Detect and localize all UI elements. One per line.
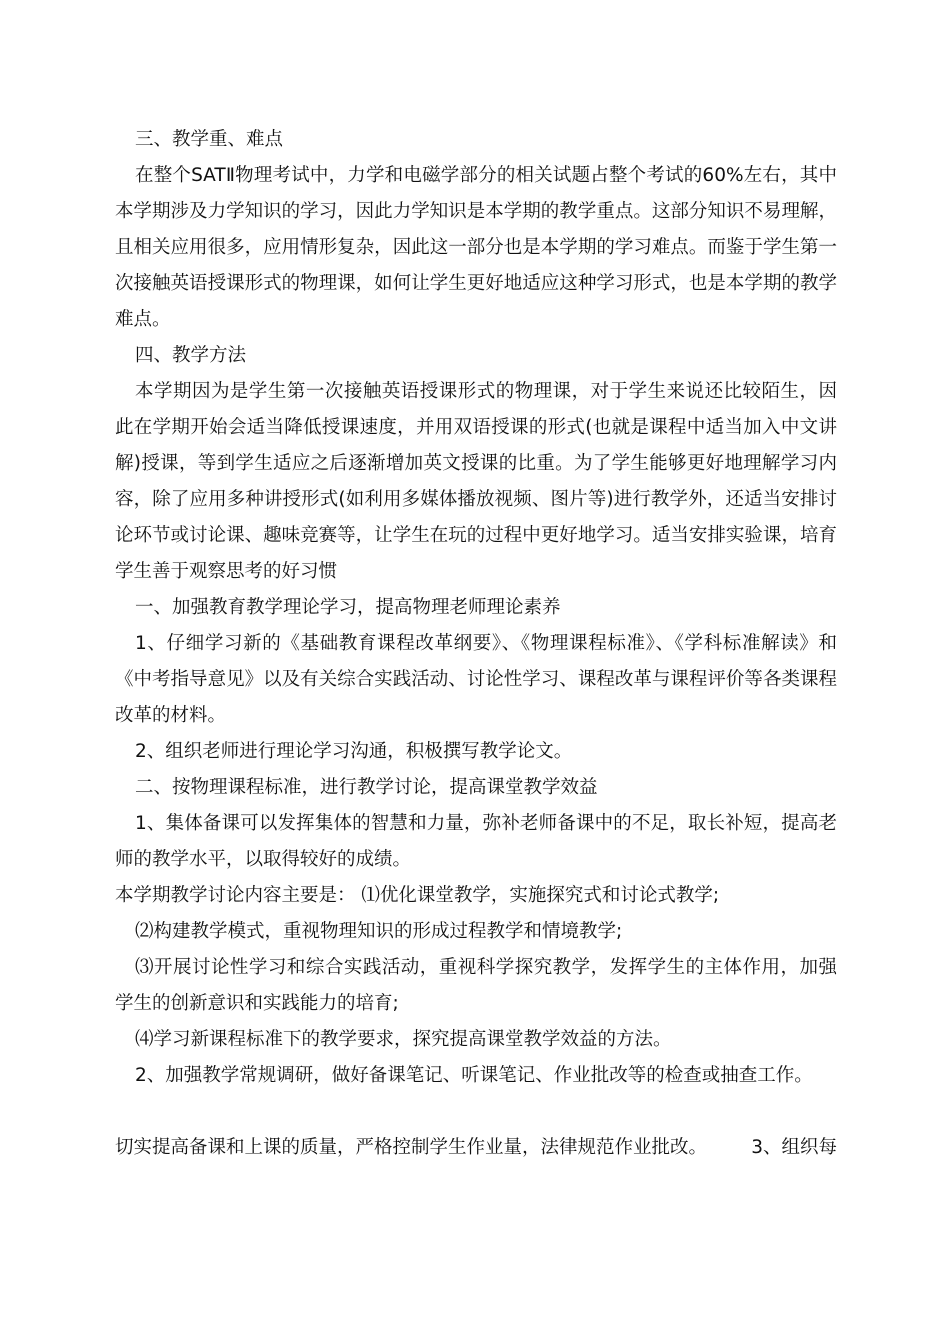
- paragraph-discussion-content: 本学期教学讨论内容主要是： ⑴优化课堂教学，实施探究式和讨论式教学;: [115, 885, 720, 906]
- section-heading-key-difficult-points: 三、教学重、难点: [135, 129, 284, 150]
- final-line-left: 切实提高备课和上课的质量，严格控制学生作业量，法律规范作业批改。: [115, 1137, 708, 1158]
- paragraph-collective-prep: 1、集体备课可以发挥集体的智慧和力量，弥补老师备课中的不足，取长补短，提高老师的教学水平，以取得较好的成绩。: [115, 813, 837, 870]
- list-item-teaching-model: ⑵构建教学模式，重视物理知识的形成过程教学和情境教学;: [135, 921, 623, 942]
- list-item-new-standards: ⑷学习新课程标准下的教学要求，探究提高课堂教学效益的方法。: [135, 1029, 672, 1050]
- section-heading-teaching-methods: 四、教学方法: [135, 345, 247, 366]
- blank-line: [115, 1094, 837, 1130]
- final-line: [115, 1130, 837, 1166]
- paragraph-teaching-methods: 本学期因为是学生第一次接触英语授课形式的物理课，对于学生来说还比较陌生，因此在学期开始会适当降低授课速度，并用双语授课的形式(也就是课程中适当加入中文讲解)授课，等到学生适应之后逐渐增加英文授课的比重。为了学生能够更好地理解学习内容，除了应用多种讲授形式(如利用多媒体播放视频、图片等)进行教学外，还适当安排讨论环节或讨论课、趣味竞赛等，让学生在玩的过程中更好地学习。适当安排实验课，培育学生善于观察思考的好习惯: [115, 381, 837, 582]
- paragraph-teacher-exchange: 2、组织老师进行理论学习沟通，积极撰写教学论文。: [135, 741, 573, 762]
- section-heading-curriculum-standard: 二、按物理课程标准，进行教学讨论，提高课堂教学效益: [135, 777, 598, 798]
- paragraph-key-points: 在整个SATⅡ物理考试中，力学和电磁学部分的相关试题占整个考试的60%左右，其中本学期涉及力学知识的学习，因此力学知识是本学期的教学重点。这部分知识不易理解，且相关应用很多，应用情形复杂，因此这一部分也是本学期的学习难点。而鉴于学生第一次接触英语授课形式的物理课，如何让学生更好地适应这种学习形式，也是本学期的教学难点。: [115, 165, 837, 330]
- final-line-right: 3、组织每: [751, 1137, 837, 1158]
- document-body: [115, 122, 837, 1166]
- list-item-inquiry-learning: ⑶开展讨论性学习和综合实践活动，重视科学探究教学，发挥学生的主体作用，加强学生的创新意识和实践能力的培育;: [115, 957, 837, 1014]
- section-heading-theory-study: 一、加强教育教学理论学习，提高物理老师理论素养: [135, 597, 561, 618]
- paragraph-routine-inspection: 2、加强教学常规调研，做好备课笔记、听课笔记、作业批改等的检查或抽查工作。: [135, 1065, 813, 1086]
- paragraph-study-materials: 1、仔细学习新的《基础教育课程改革纲要》、《物理课程标准》、《学科标准解读》和《中考指导意见》以及有关综合实践活动、讨论性学习、课程改革与课程评价等各类课程改革的材料。: [115, 633, 837, 726]
